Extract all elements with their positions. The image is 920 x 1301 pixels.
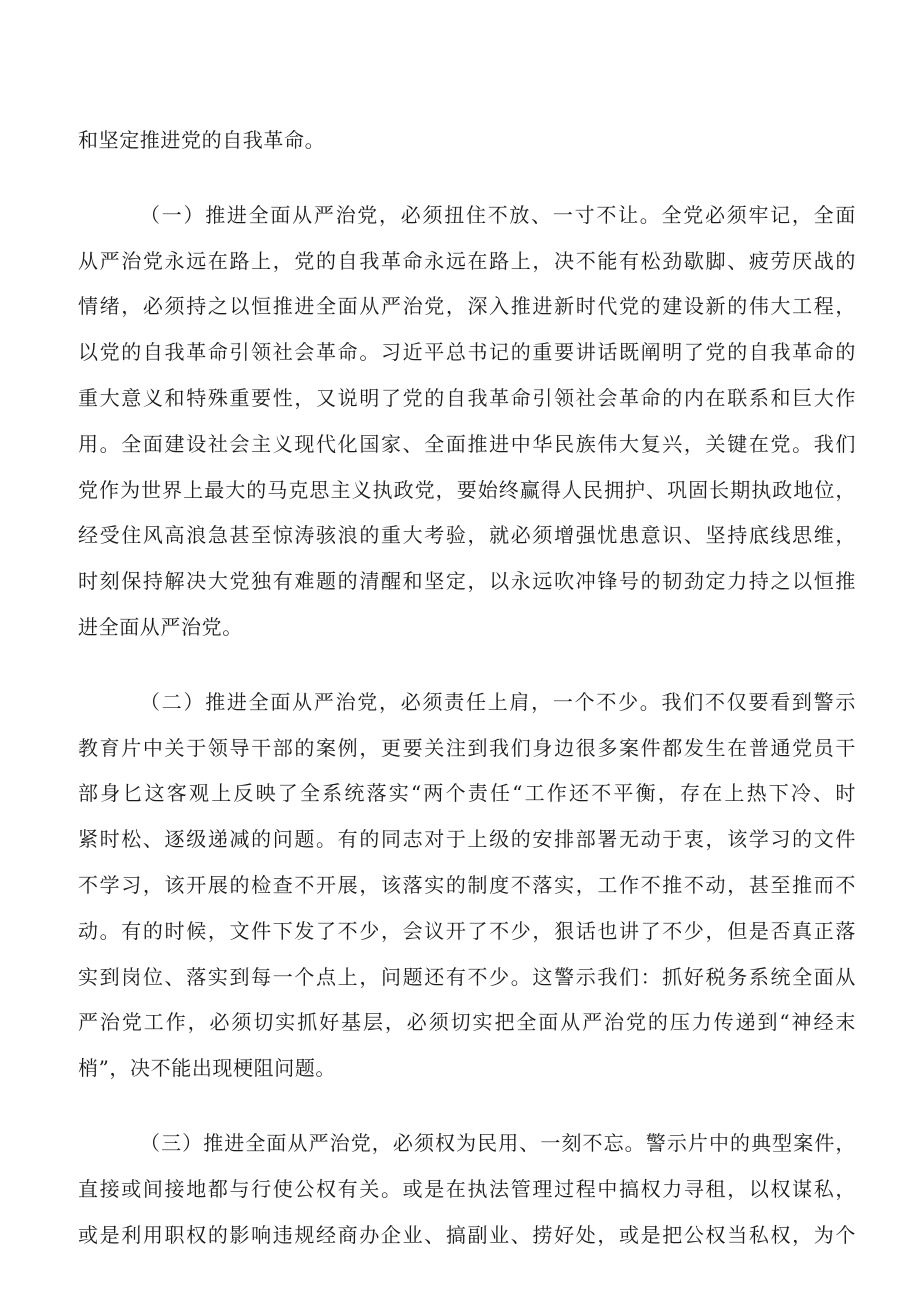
text-line: 用。全面建设社会主义现代化国家、全面推进中华民族伟大复兴，关键在党。我们	[78, 431, 856, 456]
text-line: 和坚定推进党的自我革命。	[78, 128, 326, 152]
text-line: 时刻保持解决大党独有难题的清醒和坚定，以永远吹冲锋号的韧劲定力持之以恒推	[78, 569, 856, 594]
document-body	[78, 118, 856, 1258]
text-line: 部身匕这客观上反映了全系统落实“两个责任“工作还不平衡，存在上热下冷、时	[78, 781, 856, 806]
text-line: 从严治党永远在路上，党的自我革命永远在路上，决不能有松劲歇脚、疲劳厌战的	[78, 248, 856, 273]
text-line: 直接或间接地都与行使公权有关。或是在执法管理过程中搞权力寻租，以权谋私，	[78, 1176, 856, 1201]
paragraph-continuation	[78, 118, 856, 164]
text-line: 严治党工作，必须切实抓好基层，必须切实把全面从严治党的压力传递到“神经末	[78, 1010, 856, 1035]
text-line: （二）推进全面从严治党，必须责任上肩，一个不少。我们不仅要看到警示	[140, 689, 856, 714]
text-line: 实到岗位、落实到每一个点上，问题还有不少。这警示我们：抓好税务系统全面从	[78, 964, 856, 989]
text-line: 进全面从严治党。	[78, 614, 243, 639]
text-line: 梢”，决不能出现梗阻问题。	[78, 1056, 337, 1081]
text-line: （一）推进全面从严治党，必须扭住不放、一寸不让。全党必须牢记，全面	[140, 202, 856, 227]
text-line: 不学习，该开展的检查不开展，该落实的制度不落实，工作不推不动，甚至推而不	[78, 872, 856, 897]
text-line: 教育片中关于领导干部的案例，更要关注到我们身边很多案件都发生在普通党员干	[78, 735, 856, 760]
text-line: 党作为世界上最大的马克思主义执政党，要始终赢得人民拥护、巩固长期执政地位，	[78, 477, 856, 502]
paragraph-section-3	[78, 1121, 856, 1258]
text-line: 紧时松、逐级递减的问题。有的同志对于上级的安排部署无动于衷，该学习的文件	[78, 827, 856, 852]
text-line: （三）推进全面从严治党，必须权为民用、一刻不忘。警示片中的典型案件，	[140, 1130, 856, 1155]
text-line: 重大意义和特殊重要性，又说明了党的自我革命引领社会革命的内在联系和巨大作	[78, 385, 856, 410]
text-line: 经受住风高浪急甚至惊涛骇浪的重大考验，就必须增强忧患意识、坚持底线思维，	[78, 523, 856, 548]
text-line: 以党的自我革命引领社会革命。习近平总书记的重要讲话既阐明了党的自我革命的	[78, 340, 856, 365]
paragraph-section-2	[78, 680, 856, 1092]
text-line: 动。有的时候，文件下发了不少，会议开了不少，狠话也讲了不少，但是否真正落	[78, 918, 856, 943]
text-line: 情绪，必须持之以恒推进全面从严治党，深入推进新时代党的建设新的伟大工程，	[78, 294, 856, 319]
text-line: 或是利用职权的影响违规经商办企业、搞副业、捞好处，或是把公权当私权，为个	[78, 1222, 856, 1247]
paragraph-section-1	[78, 193, 856, 651]
